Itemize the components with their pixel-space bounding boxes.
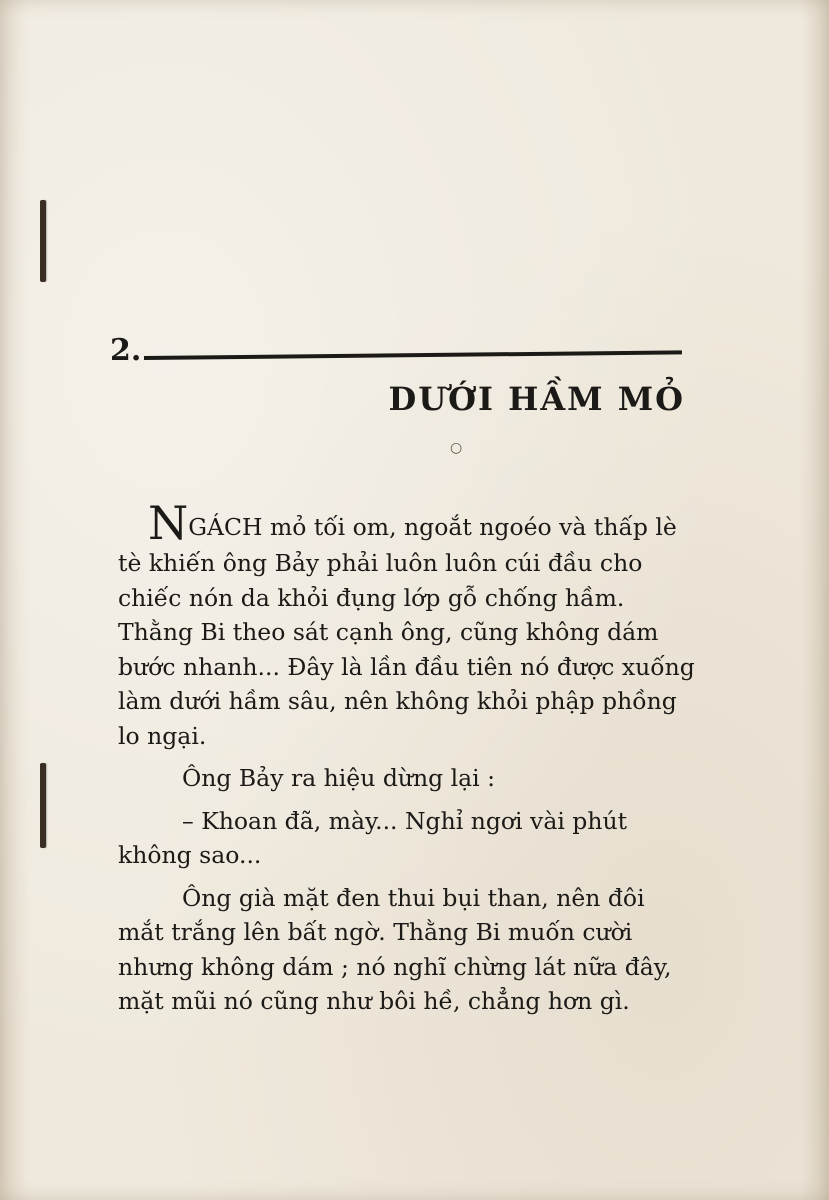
chapter-rule: [144, 350, 682, 360]
paragraph-2: Ông Bảy ra hiệu dừng lại :: [182, 764, 496, 792]
chapter-title: DƯỚI HẦM MỎ: [388, 380, 685, 418]
chapter-body: [118, 496, 696, 1027]
paragraph-3: – Khoan đã, mày... Nghỉ ngơi vài phút không sao...: [118, 806, 628, 869]
paragraph-1: [118, 496, 696, 753]
drop-cap-word-rest: GÁCH: [188, 513, 263, 541]
paragraph-1-text: mỏ tối om, ngoắt ngoéo và thấp lè tè khiến ông Bảy phải luôn luôn cúi đầu cho chiếc nón da khỏi đụng lớp gỗ chống hầm. Thằng Bi theo sát cạnh ông, cũng không dám bước nhanh... Đây là lần đầu tiên nó được xuống làm dưới hầm sâu, nên không khỏi phập phồng lo ngại.: [118, 513, 695, 750]
drop-cap: N: [148, 496, 189, 550]
ornament-icon: ○: [450, 440, 463, 456]
chapter-number: 2.: [110, 333, 142, 368]
paragraph-4: Ông già mặt đen thui bụi than, nên đôi mắt trắng lên bất ngờ. Thằng Bi muốn cười nhưng không dám ; nó nghĩ chừng lát nữa đây, mặt mũi nó cũng như bôi hề, chẳng hơn gì.: [118, 883, 672, 1015]
staple-bottom: [40, 763, 46, 848]
staple-top: [40, 200, 46, 282]
